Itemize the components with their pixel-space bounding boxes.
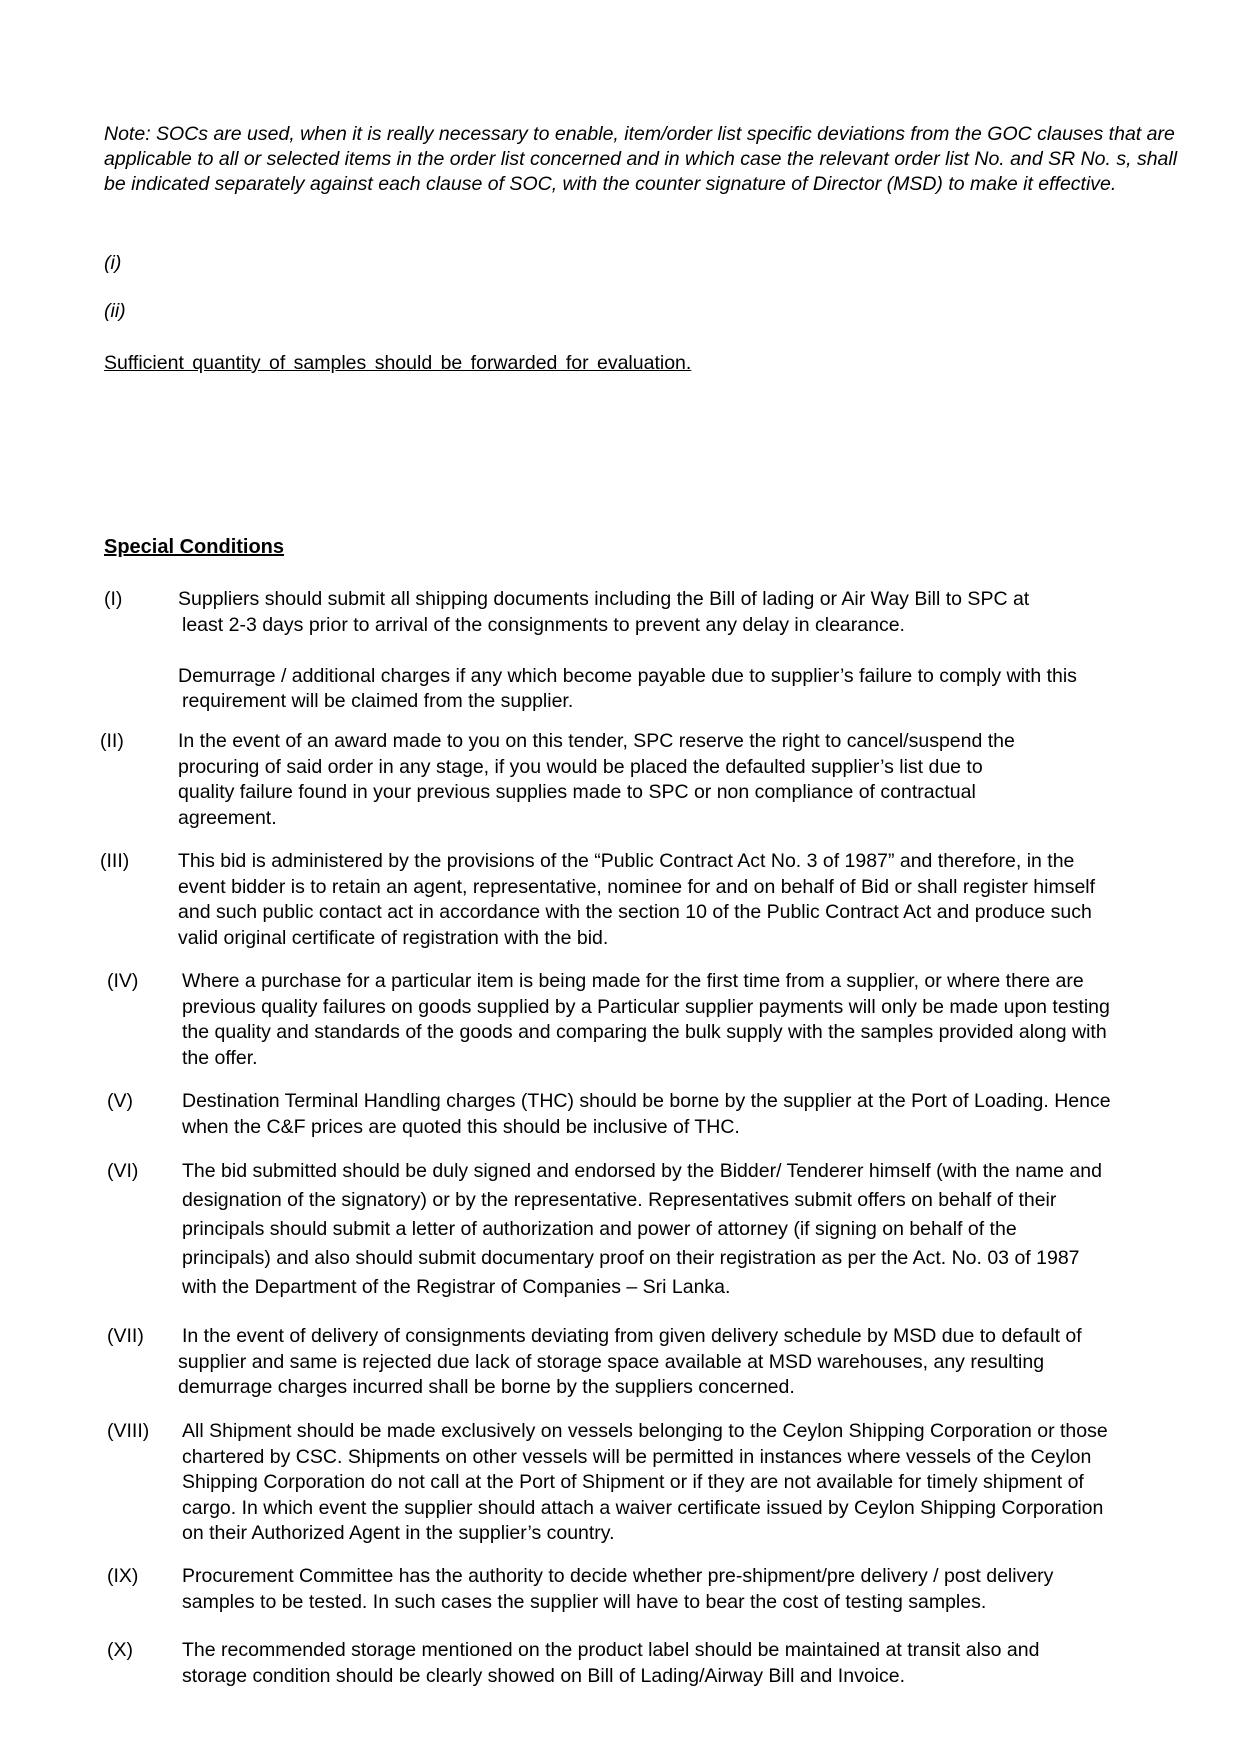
item-ii-label: (ii) bbox=[104, 300, 126, 322]
condition-line-spacer bbox=[178, 638, 1178, 664]
condition-line: cargo. In which event the supplier should attach a waiver certificate issued by Ceylon Shipping Corporation bbox=[182, 1496, 1104, 1519]
condition-line: previous quality failures on goods supplied by a Particular supplier payments will only be made upon testing bbox=[182, 995, 1110, 1018]
condition-text bbox=[178, 1324, 1182, 1401]
condition-line: In the event of delivery of consignments deviating from given delivery schedule by MSD due to default of bbox=[182, 1325, 1082, 1347]
condition-number: (VI) bbox=[107, 1160, 139, 1182]
condition-line: Shipping Corporation do not call at the Port of Shipment or if they are not available for timely shipment of bbox=[182, 1471, 1084, 1493]
condition-number: (X) bbox=[107, 1639, 133, 1661]
condition-number: (V) bbox=[107, 1090, 133, 1112]
condition-number: (I) bbox=[104, 588, 123, 610]
condition-line: Suppliers should submit all shipping documents including the Bill of lading or Air Way Bill to SPC at bbox=[178, 588, 1030, 610]
condition-line: Demurrage / additional charges if any which become payable due to supplier’s failure to comply with this bbox=[178, 664, 1077, 687]
condition-text bbox=[178, 849, 1178, 951]
condition-line: designation of the signatory) or by the representative. Representatives submit offers on behalf of their bbox=[182, 1189, 1057, 1211]
condition-text bbox=[182, 1157, 1182, 1302]
condition-line: quality failure found in your previous supplies made to SPC or non compliance of contractual bbox=[178, 781, 976, 803]
condition-text bbox=[182, 1638, 1182, 1689]
condition-text bbox=[182, 1564, 1182, 1615]
condition-line: when the C&F prices are quoted this should be inclusive of THC. bbox=[182, 1115, 740, 1138]
condition-line: least 2-3 days prior to arrival of the consignments to prevent any delay in clearance. bbox=[182, 613, 905, 636]
item-i-label: (i) bbox=[104, 252, 122, 274]
condition-line: samples to be tested. In such cases the supplier will have to bear the cost of testing samples. bbox=[182, 1590, 987, 1613]
condition-line: Destination Terminal Handling charges (THC) should be borne by the supplier at the Port of Loading. Hence bbox=[182, 1090, 1111, 1112]
condition-number: (III) bbox=[100, 850, 130, 872]
condition-number: (II) bbox=[100, 730, 124, 752]
condition-text bbox=[182, 1089, 1182, 1140]
condition-line: Procurement Committee has the authority to decide whether pre-shipment/pre delivery / post delivery bbox=[182, 1565, 1054, 1587]
condition-number: (IV) bbox=[107, 970, 139, 992]
condition-number: (VIII) bbox=[107, 1420, 150, 1442]
condition-line: supplier and same is rejected due lack of storage space available at MSD warehouses, any resulting bbox=[178, 1350, 1045, 1373]
condition-line: on their Authorized Agent in the supplier’s country. bbox=[182, 1522, 615, 1544]
condition-line: storage condition should be clearly showed on Bill of Lading/Airway Bill and Invoice. bbox=[182, 1664, 906, 1687]
condition-text bbox=[178, 587, 1178, 715]
condition-line: principals) and also should submit documentary proof on their registration as per the Act. No. 03 of 1987 bbox=[182, 1247, 1080, 1269]
condition-line: This bid is administered by the provisions of the “Public Contract Act No. 3 of 1987” and therefore, in the bbox=[178, 850, 1075, 872]
condition-text bbox=[178, 729, 1178, 831]
condition-line: and such public contact act in accordance with the section 10 of the Public Contract Act and produce such bbox=[178, 901, 1092, 923]
condition-line: demurrage charges incurred shall be borne by the suppliers concerned. bbox=[178, 1376, 795, 1398]
special-conditions-heading: Special Conditions bbox=[104, 536, 285, 558]
condition-line: The recommended storage mentioned on the product label should be maintained at transit also and bbox=[182, 1639, 1040, 1661]
condition-line: event bidder is to retain an agent, representative, nominee for and on behalf of Bid or shall register himself bbox=[178, 875, 1096, 898]
condition-number: (IX) bbox=[107, 1565, 139, 1587]
condition-line: principals should submit a letter of authorization and power of attorney (if signing on behalf of the bbox=[182, 1218, 1017, 1240]
condition-line: valid original certificate of registration with the bid. bbox=[178, 926, 609, 949]
condition-text bbox=[182, 969, 1182, 1071]
condition-number: (VII) bbox=[107, 1325, 144, 1347]
condition-line: In the event of an award made to you on this tender, SPC reserve the right to cancel/suspend the bbox=[178, 730, 1015, 752]
condition-text bbox=[182, 1419, 1182, 1547]
condition-line: requirement will be claimed from the supplier. bbox=[182, 690, 574, 712]
condition-line: procuring of said order in any stage, if you would be placed the defaulted supplier’s list due to bbox=[178, 755, 983, 778]
condition-line: All Shipment should be made exclusively on vessels belonging to the Ceylon Shipping Corporation or those bbox=[182, 1420, 1108, 1442]
condition-line: Where a purchase for a particular item is being made for the first time from a supplier, or where there are bbox=[182, 970, 1084, 992]
condition-line: agreement. bbox=[178, 806, 277, 829]
soc-note: Note: SOCs are used, when it is really necessary to enable, item/order list specific deviations from the GOC clauses that are applicable to all or selected items in the order list concerned and in which case the relevant order list No. and SR No. s, shall be indicated separately against each clause of SOC, with the counter signature of Director (MSD) to make it effective. bbox=[104, 123, 1178, 195]
condition-line: the quality and standards of the goods and comparing the bulk supply with the samples provided along with bbox=[182, 1021, 1107, 1043]
condition-line: The bid submitted should be duly signed and endorsed by the Bidder/ Tenderer himself (with the name and bbox=[182, 1160, 1102, 1182]
condition-line: chartered by CSC. Shipments on other vessels will be permitted in instances where vessels of the Ceylon bbox=[182, 1445, 1092, 1468]
samples-requirement: Sufficient quantity of samples should be forwarded for evaluation. bbox=[104, 352, 692, 374]
condition-line: with the Department of the Registrar of Companies – Sri Lanka. bbox=[182, 1276, 731, 1298]
condition-line: the offer. bbox=[182, 1046, 258, 1069]
